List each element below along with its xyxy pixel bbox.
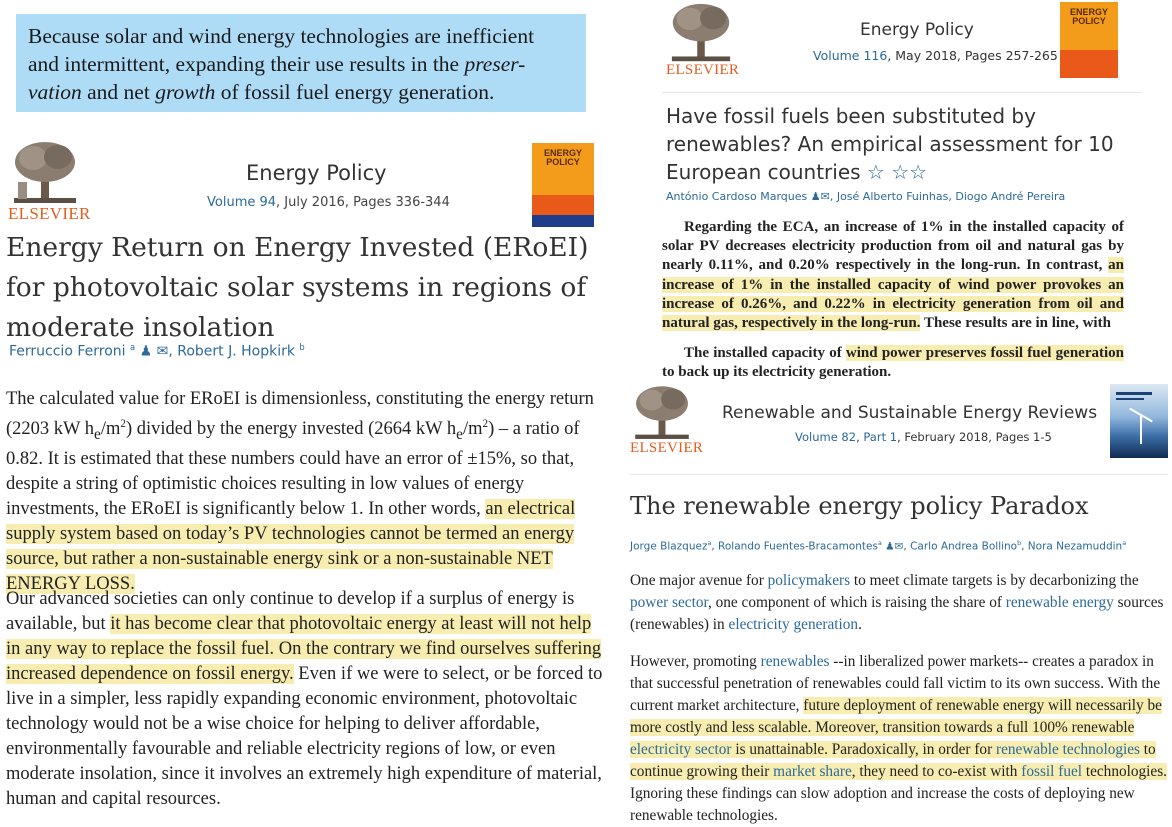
topic-link[interactable]: renewable energy	[1005, 594, 1114, 611]
author-link[interactable]: Jorge Blazquez	[630, 540, 708, 553]
highlight: an increase of 1% in the installed capacity of wind power provokes an increase of 0.26%, and 0.22% in electricity generation from oil and natural gas, respectively in the long-run.	[662, 257, 1124, 332]
volume-link[interactable]: Volume 94	[207, 195, 277, 210]
article-title: Have fossil fuels been substituted by renewables? An empirical assessment for 10 European countries ☆ ☆☆	[666, 104, 1114, 184]
paragraph: However, promoting renewables --in liberalized power markets-- creates a paradox in that successful penetration of renewables could fall victim to its own success. With the current market architecture, future deployment of renewable energy will necessarily be more costly and less scalable. Moreover, transition towards a full 100% renewable electricity sector is unattainable. Paradoxically, in order for renewable technologies to continue growing their market share, they need to co-exist with fossil fuel technologies. Ignoring these findings can slow adoption and increase the costs of deploying new renewable technologies.	[630, 653, 1167, 824]
author-link[interactable]: Nora Nezamuddin	[1027, 540, 1123, 553]
elsevier-logo-r1[interactable]	[666, 2, 746, 79]
author-list: Ferruccio Ferroni $^a$ ♟ ✉, Robert J. Hopkirk $^b$	[9, 342, 305, 360]
journal-cover[interactable]	[1110, 384, 1168, 458]
star-icons[interactable]: ☆ ☆☆	[866, 160, 928, 184]
paragraph: The calculated value for ERoEI is dimensionless, constituting the energy return (2203 kW $h_e/m^2$) divided by the energy invested (2664 kW $h_e/m^2$) – a ratio of 0.82. It is estimated that these numbers could have an error of ±15%, so that, despite a string of optimistic choices resulting in low values of energy investments, the ERoEI is significantly below 1. In other words, an electrical supply system based on today’s PV technologies cannot be termed an energy source, but rather a non-sustainable energy sink or a non-sustainable NET ENERGY LOSS.	[6, 389, 594, 594]
mail-icon[interactable]: ✉	[820, 190, 830, 203]
author-link[interactable]: Robert J. Hopkirk	[177, 343, 295, 360]
part-link[interactable]: Part 1	[863, 430, 898, 444]
callout-line1: Because solar and wind energy technologies are inefficient	[28, 24, 535, 48]
highlight: future deployment of renewable energy will necessarily be more costly and less scalable. Moreover, transition towards a full 100% renewable electricity sector is unattainable. Paradoxically, in order for renewable technologies to continue growing their market share, they need to co-exist with fossil fuel technologies.	[630, 697, 1167, 780]
author-link[interactable]: Carlo Andrea Bollino	[910, 540, 1018, 553]
elsevier-logo-left[interactable]	[8, 140, 91, 224]
cover-title: ENERGY POLICY	[543, 148, 582, 167]
publisher-name: ELSEVIER	[666, 62, 740, 78]
author-list: António Cardoso Marques ♟✉, José Alberto Fuinhas, Diogo André Pereira	[666, 190, 1066, 203]
highlight: wind power preserves fossil fuel generation	[845, 345, 1124, 361]
paragraph: One major avenue for policymakers to meet climate targets is by decarbonizing the power sector, one component of which is raising the share of renewable energy sources (renewables) in electricity generation.	[630, 572, 1164, 633]
callout-end: of fossil fuel energy generation.	[215, 80, 495, 104]
paragraph: Regarding the ECA, an increase of 1% in the installed capacity of solar PV decreases electricity production from oil and natural gas by nearly 0.11%, and 0.20% respectively in the long-run. In contrast, an increase of 1% in the installed capacity of wind power provokes an increase of 0.26%, and 0.22% in electricity generation from oil and natural gas, respectively in the long-run. These results are in line, with	[662, 219, 1124, 332]
divider	[662, 92, 1142, 93]
elsevier-logo-r2[interactable]	[630, 384, 710, 457]
date-pages: , July 2016, Pages 336-344	[276, 195, 450, 210]
paragraph: The installed capacity of wind power preserves fossil fuel generation to back up its electricity generation.	[662, 345, 1124, 381]
highlight: an electrical supply system based on today’s PV technologies cannot be termed an energy source, but rather a non-sustainable energy sink or a non-sustainable NET ENERGY LOSS.	[6, 498, 576, 594]
author-link[interactable]: Rolando Fuentes-Bracamontes	[718, 540, 878, 553]
elsevier-tree-logo	[666, 2, 736, 64]
topic-link[interactable]: market share	[773, 763, 852, 780]
volume-info: Volume 82, Part 1, February 2018, Pages 1-5	[795, 430, 1052, 444]
publisher-name: ELSEVIER	[630, 440, 704, 456]
journal-name[interactable]: Energy Policy	[246, 161, 387, 185]
topic-link[interactable]: fossil fuel	[1021, 763, 1083, 780]
paragraph: Our advanced societies can only continue to develop if a surplus of energy is available, but it has become clear that photovoltaic energy at least will not help in any way to replace the fossil fuel. On the contrary we find ourselves suffering increased dependence on fossil energy. Even if we were to select, or be forced to live in a simpler, less rapidly expanding economic environment, photovoltaic technology would not be a wise choice for helping to deliver affordable, environmentally favourable and reliable electricity regions of low, or even moderate insolation, since it involves an extremely high expenditure of material, human and capital resources.	[6, 589, 603, 809]
topic-link[interactable]: renewable technologies	[996, 741, 1140, 758]
callout-mid: and net	[81, 80, 156, 104]
person-icon[interactable]: ♟	[810, 190, 821, 203]
mail-icon[interactable]: ✉	[894, 540, 904, 553]
person-icon[interactable]: ♟	[139, 343, 153, 360]
topic-link[interactable]: electricity sector	[630, 741, 732, 758]
volume-link[interactable]: Volume 116	[813, 48, 888, 63]
elsevier-tree-logo	[8, 140, 82, 206]
author-link[interactable]: Ferruccio Ferroni	[9, 343, 126, 360]
callout-line2: and intermittent, expanding their use results in the	[28, 52, 465, 76]
topic-link[interactable]: electricity generation	[728, 616, 859, 633]
author-list: Jorge Blazquez$^a$, Rolando Fuentes-Bracamontes$^a$ ♟✉, Carlo Andrea Bollino$^b$, Nora Nezamuddin$^a$	[630, 540, 1127, 553]
article-title: Energy Return on Energy Invested (ERoEI) for photovoltaic solar systems in regions of moderate insolation	[6, 232, 589, 343]
divider	[630, 474, 1168, 475]
summary-callout	[16, 14, 586, 112]
highlight: it has become clear that photovoltaic energy at least will not help in any way to replace the fossil fuel. On the contrary we find ourselves suffering increased dependence on fossil energy.	[6, 614, 602, 684]
callout-growth: growth	[155, 80, 216, 104]
volume-link[interactable]: Volume 82	[795, 430, 857, 444]
journal-name[interactable]: Renewable and Sustainable Energy Reviews	[722, 403, 1098, 423]
publisher-name: ELSEVIER	[8, 204, 91, 223]
callout-preservation: preser-vation	[28, 52, 526, 104]
elsevier-tree-logo	[630, 384, 694, 442]
journal-cover[interactable]	[532, 143, 594, 227]
author-link[interactable]: Diogo André Pereira	[955, 190, 1066, 203]
volume-info	[207, 195, 450, 210]
author-link[interactable]: António Cardoso Marques	[666, 190, 808, 203]
cover-title: ENERGY POLICY	[1069, 7, 1108, 26]
topic-link[interactable]: power sector	[630, 594, 708, 611]
journal-cover[interactable]	[1060, 2, 1118, 78]
author-link[interactable]: José Alberto Fuinhas	[836, 190, 949, 203]
article-title: The renewable energy policy Paradox	[630, 492, 1089, 520]
mail-icon[interactable]: ✉	[156, 343, 169, 360]
volume-info: Volume 116, May 2018, Pages 257-265	[813, 48, 1058, 63]
topic-link[interactable]: renewables	[760, 653, 830, 670]
person-icon[interactable]: ♟	[885, 540, 895, 553]
journal-name[interactable]: Energy Policy	[860, 20, 974, 40]
topic-link[interactable]: policymakers	[767, 572, 851, 589]
